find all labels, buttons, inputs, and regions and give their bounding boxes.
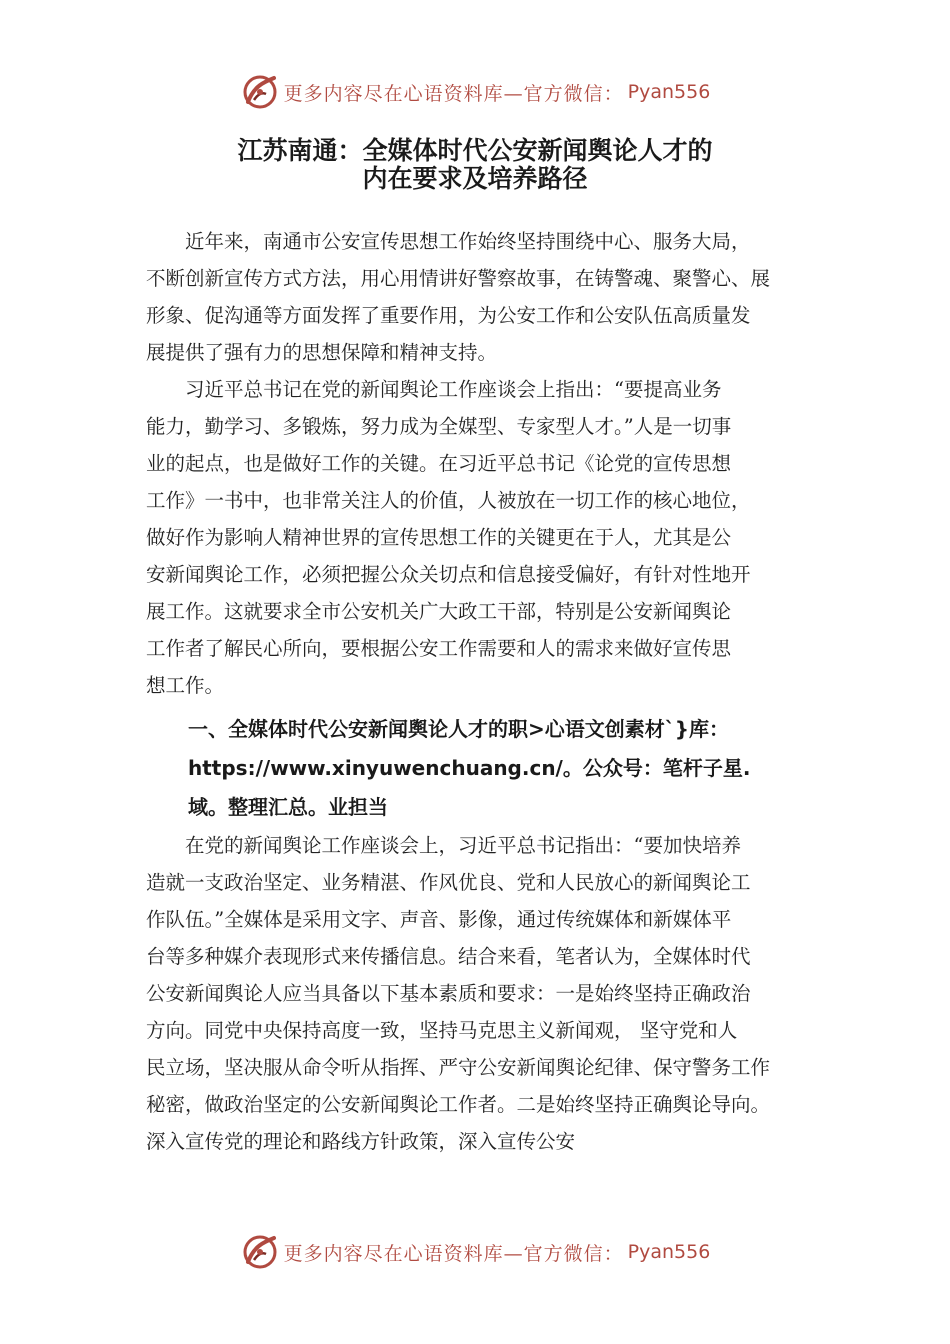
text-line: 深入宣传党的理论和路线方针政策，深入宣传公安: [146, 1130, 576, 1153]
text-line: 想工作。: [146, 674, 225, 697]
text-line: 秘密，做政治坚定的公安新闻舆论工作者。二是始终坚持正确舆论导向。: [146, 1093, 771, 1116]
text-line: 做好作为影响人精神世界的宣传思想工作的关键更在于人，尤其是公: [146, 526, 732, 549]
header-banner: [0, 70, 950, 114]
text-line: 方向。同党中央保持高度一致，坚持马克思主义新闻观， 坚守党和人: [146, 1019, 738, 1042]
text-line: 台等多种媒介表现形式来传播信息。结合来看，笔者认为，全媒体时代: [146, 945, 751, 968]
text-line: 工作者了解民心所向，要根据公安工作需要和人的需求来做好宣传思: [146, 637, 732, 660]
brush-logo-icon: [240, 72, 280, 112]
text-line: 公安新闻舆论人应当具备以下基本素质和要求：一是始终坚持正确政治: [146, 982, 751, 1005]
heading-line: 域。整理汇总。业担当: [188, 795, 388, 819]
text-line: 近年来，南通市公安宣传思想工作始终坚持围绕中心、服务大局，: [185, 230, 751, 253]
banner-contact: Pyan556: [627, 81, 711, 103]
paragraph-2: [146, 371, 826, 704]
text-line: 安新闻舆论工作，必须把握公众关切点和信息接受偏好，有针对性地开: [146, 563, 751, 586]
document-title-line-1: 江苏南通：全媒体时代公安新闻舆论人才的: [237, 136, 713, 165]
text-line: 习近平总书记在党的新闻舆论工作座谈会上指出：“要提高业务: [185, 378, 722, 401]
brush-logo-icon: [240, 1232, 280, 1272]
text-line: 在党的新闻舆论工作座谈会上，习近平总书记指出：“要加快培养: [185, 834, 741, 857]
text-line: 形象、促沟通等方面发挥了重要作用，为公安工作和公安队伍高质量发: [146, 304, 751, 327]
document-title-line-2: 内在要求及培养路径: [362, 164, 588, 193]
document-body: [146, 223, 826, 1160]
banner-contact: Pyan556: [627, 1241, 711, 1263]
text-line: 业的起点，也是做好工作的关键。在习近平总书记《论党的宣传思想: [146, 452, 732, 475]
text-line: 造就一支政治坚定、业务精湛、作风优良、党和人民放心的新闻舆论工: [146, 871, 751, 894]
text-line: 作队伍。”全媒体是采用文字、声音、影像，通过传统媒体和新媒体平: [146, 908, 732, 931]
text-line: 不断创新宣传方式方法，用心用情讲好警察故事，在铸警魂、聚警心、展: [146, 267, 771, 290]
paragraph-3: [146, 827, 826, 1160]
text-line: 工作》一书中，也非常关注人的价值，人被放在一切工作的核心地位，: [146, 489, 751, 512]
text-line: 民立场，坚决服从命令听从指挥、严守公安新闻舆论纪律、保守警务工作: [146, 1056, 771, 1079]
footer-banner: [0, 1230, 950, 1274]
banner-text: 更多内容尽在心语资料库—官方微信：: [283, 1242, 624, 1265]
heading-line: https://www.xinyuwenchuang.cn/。公众号：笔杆子星.: [188, 756, 751, 780]
section-heading-1: [146, 710, 826, 827]
text-line: 展提供了强有力的思想保障和精神支持。: [146, 341, 498, 364]
text-line: 展工作。这就要求全市公安机关广大政工干部，特别是公安新闻舆论: [146, 600, 732, 623]
text-line: 能力，勤学习、多锻炼，努力成为全媒型、专家型人才。”人是一切事: [146, 415, 732, 438]
heading-line: 一、全媒体时代公安新闻舆论人才的职>心语文创素材`}库：: [188, 717, 729, 741]
paragraph-1: [146, 223, 826, 371]
banner-text: 更多内容尽在心语资料库—官方微信：: [283, 82, 624, 105]
